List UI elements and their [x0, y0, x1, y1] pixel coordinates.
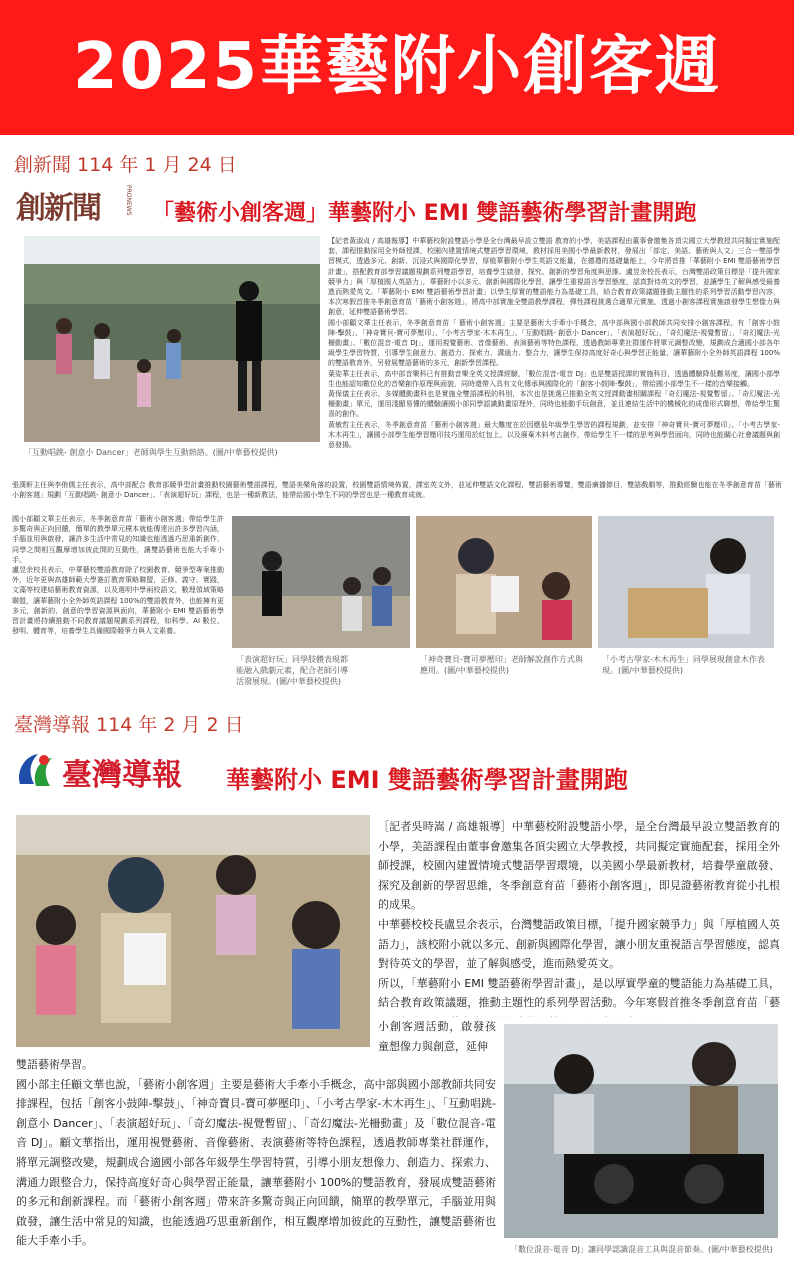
performance-photo-caption: 「表演超好玩」同學肢體表現都能融入戲劇元素，配合老師引導活潑展現。(圖/中華藝校提供)	[236, 655, 348, 686]
dj-workshop-figures	[504, 1024, 778, 1238]
article1-paragraph: 葉姿華主任表示，高中部音樂科已有推動音樂全英文授課經驗，「數位混音-電音 DJ」也是雙語授課的實施科目，透過體驗降低難易度，讓國小部學生也能認知數位化的音樂創作原理與面貌，同時還帶入具有文化傳承與國際化的「創客小鼓陣-擊鼓」，帶給國小部學生不一樣的音樂接觸。	[328, 369, 780, 388]
woodcraft-class-photo	[598, 516, 774, 648]
article2-source-line: 臺灣導報 114 年 2 月 2 日	[14, 714, 244, 736]
banner-title: 2025華藝附小創客週	[72, 30, 722, 104]
pronews-logo-char-2: 新	[44, 191, 72, 226]
pronews-logo	[16, 183, 134, 229]
stamp-class-photo	[416, 516, 592, 648]
dance-photo-caption: 「互動唱跳- 創意小 Dancer」老師與學生互動熱絡。(圖/中華藝校提供)	[24, 448, 278, 457]
article1-paragraph: 【記者黃淑貞 / 高雄報導】中華藝校附設雙語小學是全台灣最早設立雙語 教育的小學，美語課程由董事會邀集各頂尖國立大學教授共同擬定實施配套，課程推動採用全外師授課，校園內建置情境式雙語學習環境，教材採用美國小學最新教材，發展出「部定、美語、藝術與人文」三合一雙語學習模式，透過多元、創新、沉浸式與國際化學習，厚植華藝附小學生英語文能量，在德禮的基礎量能上，今年將首推「華藝附小 EMI 雙語藝術學習計畫」，搭配教育部學習議題規劃系列雙語學習，培養學生啟發、探究、創新的學習角度與思維。盧昱余校長表示，台灣雙語政策目標是「提升國家競爭力」與「厚植國人英語力」，華藝附小以多元、創新與國際化學習，讓學生重視語言學習態度，認真對待英文的學習，並讓學生了解與感受最養進而熱愛英文。「華藝附小 EMI 雙語藝術學習計畫」以學生厚實的雙語能力為基礎工具，結合教育政策議題推動主題性的系列學習活動學習內容，本次寒假首推冬季創意育苗「藝術小創客週」，將高中部實施全雙語教學課程，彈性課程挑選合適單元實施，透過小創客課程實施啟發學生想像力與創意，延伸雙語藝術學習。	[328, 237, 780, 317]
stamp-workshop-photo	[16, 815, 370, 1047]
article1-headline: 「藝術小創客週」華藝附小 EMI 雙語藝術學習計畫開跑	[152, 201, 697, 226]
article1-paragraph: 盧昱余校長表示，中華藝校雙語教育除了校園教育、競爭型專案推動外，近年更與高雄師範大學簽訂教育策略聯盟，正修、義守、實踐，文藻等校建結藝術教育資源，以及選明中學兩校語文，數理領域策略聯盟，讓華藝附小全外師英語課程 100%的雙語教育外，也能擁有更多元，創新的，創意的學習資源與面向，華藝附小 EMI 雙語藝術學習計畫將持續推動不同教育議題規劃系列課程，如科學、AI 數位、發明、體育等，培養學生具備國際競爭力與人文素養。	[12, 566, 224, 636]
article2-paragraph: 所以，「華藝附小 EMI 雙語藝術學習計畫」，是以厚實學童的雙語能力為基礎工具，結合教育政策議題，推動主題性的系列學習活動。今年寒假首推冬季創意育苗「藝	[378, 976, 780, 1010]
pronews-logo-subtext: PRONEWS	[125, 185, 132, 216]
stamp-photo-caption: 「神奇寶貝-寶可夢壓印」老師解說創作方式與應用。(圖/中華藝校提供)	[420, 655, 583, 675]
dance-class-photo	[24, 236, 320, 442]
performance-class-figures	[232, 516, 410, 648]
stamp-class-figures	[416, 516, 592, 648]
article2-body-left-bottom	[16, 1055, 496, 1255]
pronews-logo-char-3: 聞	[72, 191, 100, 226]
article1-paragraph: 國小部顧文華主任表示，冬季創意育苗「藝術小創客週」帶給學生許多驚奇與正向回饋，簡單的教學單元樸本就能傳達出許多學習內涵，手腦並用與啟發，讓許多生活中常見的知識也能透過巧思重新創作，同學之間相互觀摩增加彼此間的互動性，讓雙語藝術也能大手牽小手。	[12, 515, 224, 564]
article1-body-full	[12, 480, 782, 511]
taiwan-daily-emblem-icon	[14, 750, 58, 790]
dj-photo-caption: 「數位混音-電音 DJ」讓同學認識混音工具與混音節奏。(圖/中華藝校提供)	[510, 1245, 773, 1254]
stamp-workshop-figures	[16, 815, 370, 1047]
article1-body-right	[328, 236, 780, 478]
article2-paragraph: 國小部主任顧文華也說，「藝術小創客週」主要是藝術大手牽小手概念，高中部與國小部教師共同安排課程，包括「創客小鼓陣-擊鼓」、「神奇寶貝-寶可夢壓印」、「小考古學家-木木再生」、「互動唱跳- 創意小 Dancer」、「表演超好玩」、「奇幻魔法-視覺暫留」、「奇幻魔法-光柵動畫」及「數位混音-電音 DJ」。顧文華指出，運用視覺藝術、音像藝術、表演藝術等特色課程，透過教師專業社群運作，將單元調整改變，規劃成合適國小部各年級學生學習特質，引導小朋友想像力、創造力、探索力、溝通力跟整合力，保持高度好奇心與學習正能量，讓華藝附小 100%的雙語教育，發展成雙語藝術的多元和創新課程。而「藝術小創客週」帶來許多驚奇與正向回饋，簡單的教學單元，手腦並用與啟發，讓生活中常見的知識，也能透過巧思重新創作，相互觀摩增加彼此的互動性，讓雙語藝術也能大手牽小手。	[16, 1077, 496, 1248]
article2-paragraph: 雙語藝術學習。	[16, 1058, 93, 1071]
article1-paragraph: 國小部顧文華主任表示，冬季創意育苗「 藝術小創客週」主要是藝術大手牽小手概念，高中部與國小部教師共同安排小創客課程，有「創客小鼓陣-擊鼓」、「神奇寶貝-寶可夢壓印」、「小考古學家-木木再生」、「互動唱跳- 創意小 Dancer」、「表演超好玩」、「奇幻魔法-視覺暫留」、「奇幻魔法-光柵動畫」、「數位混音-電音 DJ」，運用視覺藝術、音像藝術、表演藝術等特色課程，透過教師專業社群運作將單元調整改變，規劃成合適國小部各年級學生學習特質，引導學生創意力、創造力、探索力、溝通力、整合力，讓學生保持高度好奇心與學習正能量，讓華藝附小全外師英語課程 100%的雙語教育外，另發展雙語藝術的多元，創新學習課程。	[328, 318, 780, 368]
performance-class-photo	[232, 516, 410, 648]
article1-paragraph: 黃保儀主任表示，多媒體動畫科也是實施全雙語課程的科別，本次也是挑選已推動全英文授課動畫相關課程「奇幻魔法-視覺暫留」、「奇幻魔法-光柵動畫」單元，運用淺顯易懂的體驗讓國小部同學認識動畫原理外，同時也能動手玩創意，並且連結生活中的機械化的成像形式聯想，帶給學生驚喜的創作。	[328, 390, 780, 419]
pronews-logo-char-1: 創	[16, 191, 44, 226]
dance-class-figures	[24, 236, 320, 442]
article2-headline: 華藝附小 EMI 雙語藝術學習計畫開跑	[226, 766, 628, 794]
article2-paragraph: 中華藝校校長盧昱余表示，台灣雙語政策目標，「提升國家競爭力」與「厚植國人英語力」，該校附小就以多元、創新與國際化學習，讓小朋友重視語言學習態度，認真對待英文的學習，並了解與感受，進而熱愛英文。	[378, 917, 780, 971]
article1-source-line: 創新聞 114 年 1 月 24 日	[14, 154, 237, 176]
article1-paragraph: 張漢軒主任與李侑儒主任表示，高中部配合 教育部競爭型計畫推動校園藝術雙語課程，雙語美樂角落的設置，校園雙語情境佈置，課室英文外，並延伸雙語文化課程，雙語藝術導覽，雙語廣播節目，雙語戲劇等，推動經驗也能在冬季創意育苗「藝術小創客週」規劃「互動唱跳- 創意小 Dancer」、「表演超好玩」課程，也是一種新教法，能帶給國小學生不同的學習也是一種教育成就。	[12, 481, 782, 500]
taiwan-daily-logo-text: 臺灣導報	[62, 758, 182, 793]
article2-paragraph: 小創客週活動，啟發孩童想像力與創意，延伸	[378, 1020, 496, 1053]
article1-body-left	[12, 514, 224, 684]
article2-paragraph: ［記者吳時嵩 / 高雄報導］中華藝校附設雙語小學，是全台灣最早設立雙語教育的小學，美語課程由董事會邀集各頂尖國立大學教授，共同擬定實施配套，採用全外師授課，校園內建置情境式雙語學習環境，以美國小學最新教材，培養學童啟發、探究及創新的學習思維，冬季創意育苗「藝術小創客週」，即見證藝術教育從小扎根的成果。	[378, 820, 780, 912]
article2-body-right-narrow	[378, 1017, 496, 1059]
article1-paragraph: 黃敏哲主任表示，冬季創意育苗「藝術小創客週」最大難度在於因應低年級學生學習的課程規劃，並安排「神奇寶貝-寶可夢壓印」、「小考古學家-木木再生」，讓國小部學生能學習壓印技巧運用於紅包上，以及廢棄木料考古創作，帶給學生不一樣的思考與學習面向，同時也能關心社會議題與創意發揚。	[328, 420, 780, 450]
woodcraft-class-figures	[598, 516, 774, 648]
woodcraft-photo-caption: 「小考古學家-木木再生」同學展現創意木作表現。(圖/中華藝校提供)	[602, 655, 765, 675]
taiwan-daily-logo	[14, 748, 214, 794]
article2-body-right-top	[378, 817, 780, 1017]
dj-workshop-photo	[504, 1024, 778, 1238]
